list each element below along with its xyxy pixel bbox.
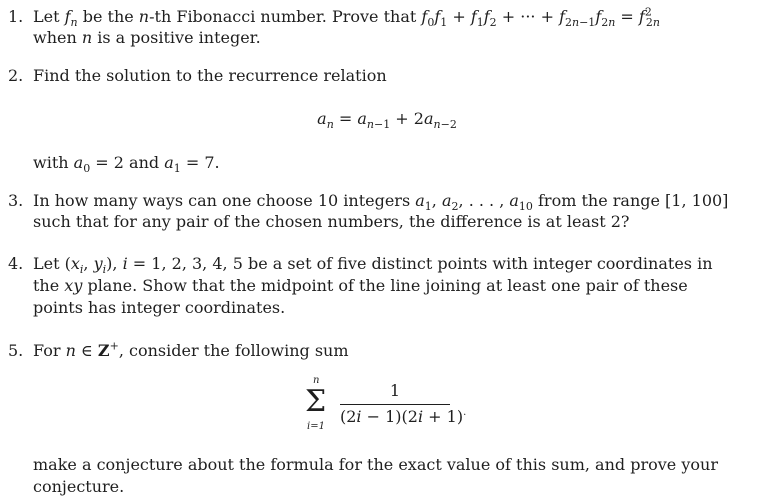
problem-4-number: 4. bbox=[8, 254, 24, 273]
problem-5-line-3: conjecture. bbox=[33, 477, 125, 496]
sum-upper-limit: n bbox=[313, 375, 320, 386]
problem-5-number: 5. bbox=[8, 341, 24, 360]
problem-4-line-1: Let ($x_i$, $y_i$), i = 1, 2, 3, 4, 5 be a set of five distinct points with integer coordinates in bbox=[33, 254, 713, 277]
problem-2-line-2: with $a_0 = 2$ and $a_1 = 7$. bbox=[33, 153, 220, 176]
problem-3-number: 3. bbox=[8, 191, 24, 210]
problem-2-equation: $a_n = a_{n-1} + 2a_{n-2}$ bbox=[317, 109, 457, 132]
problem-1-line-1: Let $f_n$ be the n-th Fibonacci number. Prove that $f_0f_1 + f_1f_2$ + ··· + $f_{2n-1}f_{2n} = f^2_{2n}$ bbox=[33, 5, 660, 30]
fraction-numerator: 1 bbox=[389, 381, 401, 400]
problem-3-line-1: In how many ways can one choose 10 integers $a_1$, $a_2$, . . . , $a_{10}$ from the range [1, 100] bbox=[33, 191, 729, 214]
summation-expression bbox=[300, 373, 500, 445]
problem-5-line-1: For n ∈ Z+, consider the following sum bbox=[33, 339, 349, 360]
fraction-bar bbox=[340, 404, 450, 405]
problem-1-number: 1. bbox=[8, 7, 24, 26]
problem-4-line-2: the xy plane. Show that the midpoint of the line joining at least one pair of these bbox=[33, 276, 688, 295]
problem-5-line-2: make a conjecture about the formula for the exact value of this sum, and prove your bbox=[33, 455, 718, 474]
problem-3-line-2: such that for any pair of the chosen numbers, the difference is at least 2? bbox=[33, 212, 630, 231]
sum-lower-limit: i=1 bbox=[307, 421, 325, 432]
problem-2-number: 2. bbox=[8, 66, 24, 85]
sigma-symbol: Σ bbox=[305, 384, 327, 419]
fraction-denominator: (2i − 1)(2i + 1). bbox=[340, 407, 467, 426]
problem-2-line-1: Find the solution to the recurrence relation bbox=[33, 66, 387, 85]
problem-1-line-2: when n is a positive integer. bbox=[33, 28, 261, 47]
problem-4-line-3: points has integer coordinates. bbox=[33, 298, 286, 317]
